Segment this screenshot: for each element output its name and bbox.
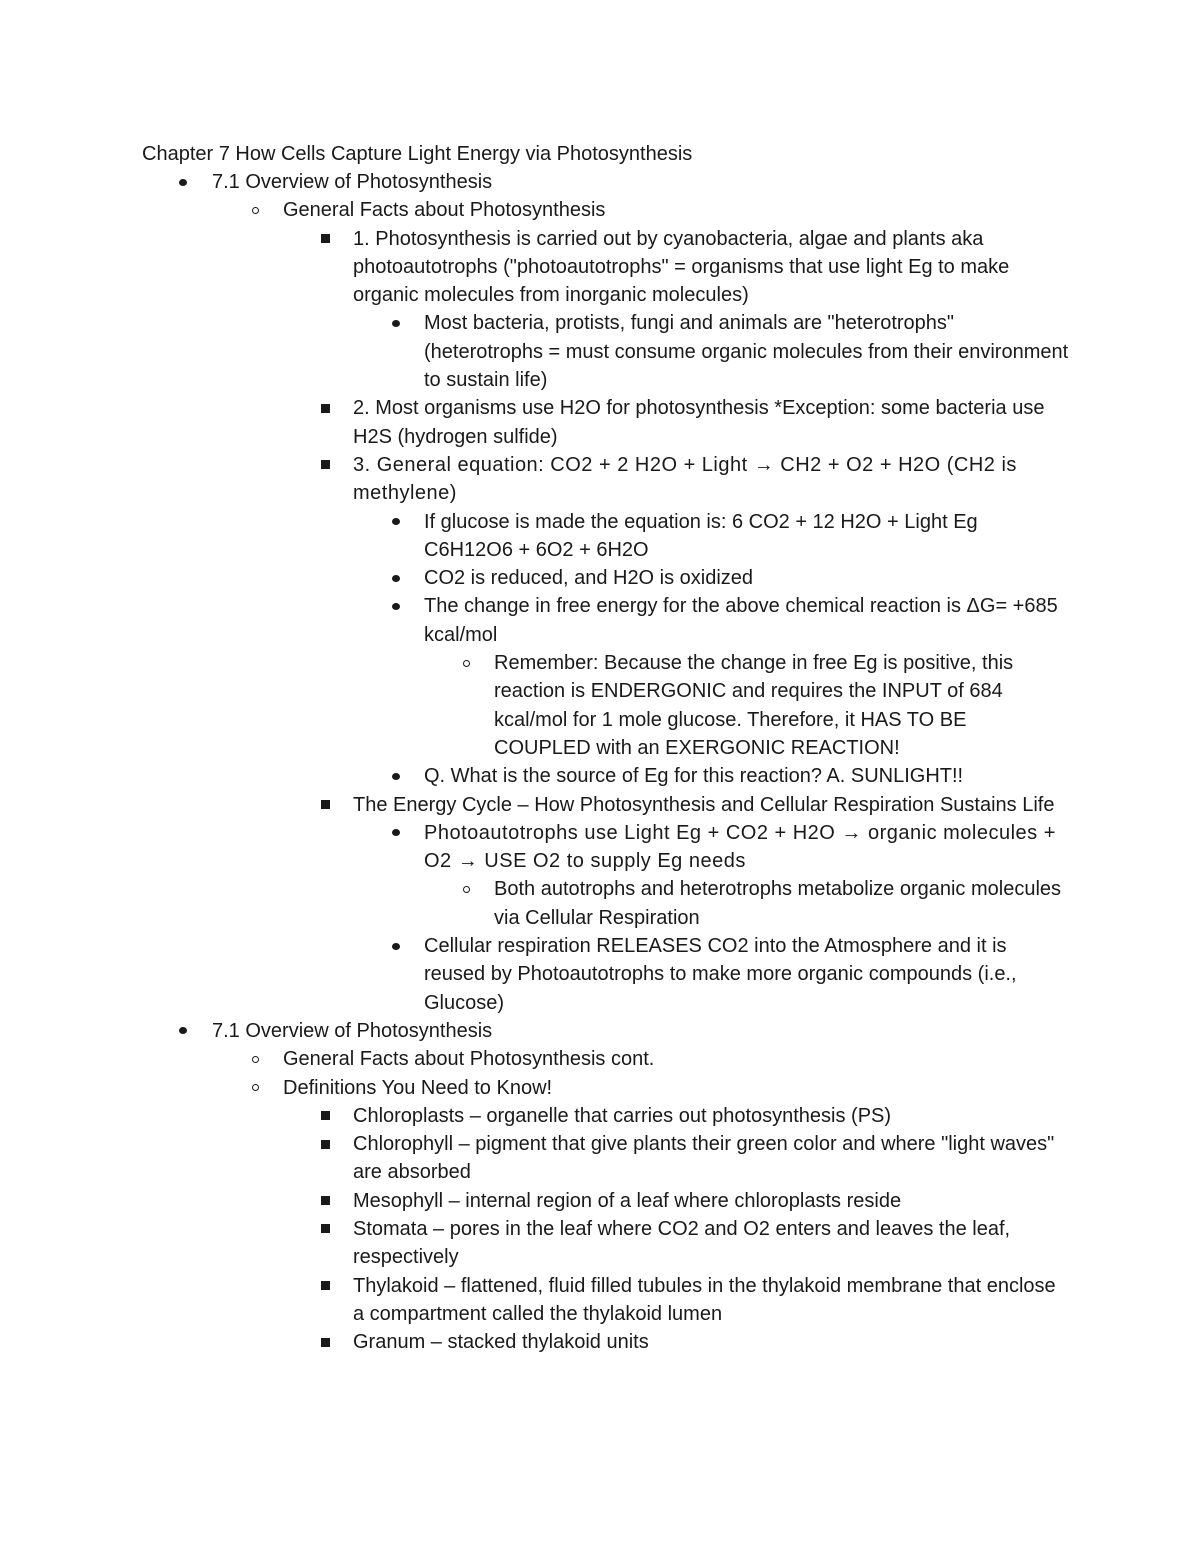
outline-item-text: Definitions You Need to Know! (283, 1076, 553, 1099)
outline-item-level-4 (0, 762, 1200, 790)
outline-item-text: The change in free energy for the above chemical reaction is ΔG= +685 kcal/mol (424, 595, 1058, 646)
outline-item-text: Chlorophyll – pigment that give plants their green color and where "light waves" are absorbed (353, 1133, 1055, 1184)
outline-item-level-3 (0, 1272, 1200, 1329)
outline-list (0, 168, 1200, 1356)
outline-item-level-3 (0, 1215, 1200, 1272)
filled-circle-bullet-icon (389, 819, 403, 847)
outline-item-level-4 (0, 508, 1200, 565)
outline-item-level-3 (0, 1130, 1200, 1187)
filled-circle-bullet-icon (389, 592, 403, 620)
outline-item-level-3 (0, 394, 1200, 451)
hollow-circle-bullet-icon (248, 1074, 262, 1102)
square-bullet-icon (318, 791, 332, 819)
outline-item-text: Both autotrophs and heterotrophs metabolize organic molecules via Cellular Respiration (494, 878, 1062, 929)
outline-item-text: The Energy Cycle – How Photosynthesis and Cellular Respiration Sustains Life (353, 793, 1055, 816)
outline-item-text: If glucose is made the equation is: 6 CO2 + 12 H2O + Light Eg C6H12O6 + 6O2 + 6H2O (424, 510, 978, 561)
filled-circle-bullet-icon (389, 564, 403, 592)
filled-circle-bullet-icon (389, 762, 403, 790)
outline-item-text: Thylakoid – flattened, fluid filled tubules in the thylakoid membrane that enclose a compartment called the thylakoid lumen (353, 1274, 1056, 1325)
filled-circle-bullet-icon (389, 309, 403, 337)
outline-item-text: Most bacteria, protists, fungi and animals are "heterotrophs" (heterotrophs = must consume organic molecules from their environment to sustain life) (424, 312, 1069, 392)
outline-item-text: Chloroplasts – organelle that carries out photosynthesis (PS) (353, 1104, 892, 1127)
hollow-circle-bullet-icon (248, 196, 262, 224)
outline-item-level-3 (0, 1328, 1200, 1356)
square-bullet-icon (318, 1215, 332, 1243)
outline-item-level-1 (0, 168, 1200, 196)
outline-item-level-3 (0, 225, 1200, 310)
hollow-circle-bullet-icon (459, 649, 473, 677)
outline-item-level-4 (0, 819, 1200, 876)
outline-item-text: Cellular respiration RELEASES CO2 into the Atmosphere and it is reused by Photoautotrophs to make more organic compounds (i.e., Glucose) (424, 935, 1017, 1014)
outline-item-text: 7.1 Overview of Photosynthesis (212, 171, 493, 193)
filled-circle-bullet-icon (176, 1017, 190, 1045)
outline-item-text: 3. General equation: CO2 + 2 H2O + Light → CH2 + O2 + H2O (CH2 is methylene) (353, 453, 1017, 505)
outline-item-level-2 (0, 1045, 1200, 1073)
outline-item-text: Granum – stacked thylakoid units (353, 1331, 649, 1354)
outline-item-level-5 (0, 875, 1200, 932)
filled-circle-bullet-icon (389, 932, 403, 960)
outline-item-level-5 (0, 649, 1200, 762)
hollow-circle-bullet-icon (248, 1045, 262, 1073)
outline-item-text: 1. Photosynthesis is carried out by cyanobacteria, algae and plants aka photoautotrophs ("photoautotrophs" = organisms that use light Eg to make organic molecules from inorganic molecules) (353, 227, 1010, 307)
filled-circle-bullet-icon (389, 508, 403, 536)
outline-item-level-3 (0, 451, 1200, 508)
outline-item-text: CO2 is reduced, and H2O is oxidized (424, 567, 754, 590)
outline-item-level-1 (0, 1017, 1200, 1045)
outline-item-level-2 (0, 1074, 1200, 1102)
outline-item-level-3 (0, 791, 1200, 819)
outline-item-text: General Facts about Photosynthesis (283, 199, 606, 222)
square-bullet-icon (318, 1328, 332, 1356)
outline-item-level-3 (0, 1102, 1200, 1130)
hollow-circle-bullet-icon (459, 875, 473, 903)
outline-item-level-3 (0, 1187, 1200, 1215)
outline-item-text: Remember: Because the change in free Eg is positive, this reaction is ENDERGONIC and requires the INPUT of 684 kcal/mol for 1 mole glucose. Therefore, it HAS TO BE COUPLED with an EXERGONIC REACTION! (494, 652, 1014, 759)
filled-circle-bullet-icon (176, 168, 190, 196)
outline-item-text: Stomata – pores in the leaf where CO2 and O2 enters and leaves the leaf, respectively (353, 1217, 1011, 1269)
outline-item-text: Mesophyll – internal region of a leaf where chloroplasts reside (353, 1189, 902, 1212)
square-bullet-icon (318, 394, 332, 422)
square-bullet-icon (318, 1130, 332, 1158)
document-title: Chapter 7 How Cells Capture Light Energy via Photosynthesis (142, 143, 693, 165)
square-bullet-icon (318, 1272, 332, 1300)
square-bullet-icon (318, 225, 332, 253)
outline-item-text: 2. Most organisms use H2O for photosynthesis *Exception: some bacteria use H2S (hydrogen sulfide) (353, 397, 1045, 448)
outline-item-level-4 (0, 932, 1200, 1017)
outline-item-text: Photoautotrophs use Light Eg + CO2 + H2O → organic molecules + O2 → USE O2 to supply Eg needs (424, 821, 1056, 873)
square-bullet-icon (318, 1102, 332, 1130)
outline-item-text: Q. What is the source of Eg for this reaction? A. SUNLIGHT!! (424, 765, 964, 788)
square-bullet-icon (318, 1187, 332, 1215)
square-bullet-icon (318, 451, 332, 479)
outline-item-level-4 (0, 592, 1200, 649)
outline-item-level-4 (0, 564, 1200, 592)
outline-item-level-4 (0, 309, 1200, 394)
outline-item-level-2 (0, 196, 1200, 224)
outline-item-text: General Facts about Photosynthesis cont. (283, 1048, 655, 1071)
outline-item-text: 7.1 Overview of Photosynthesis (212, 1019, 493, 1042)
